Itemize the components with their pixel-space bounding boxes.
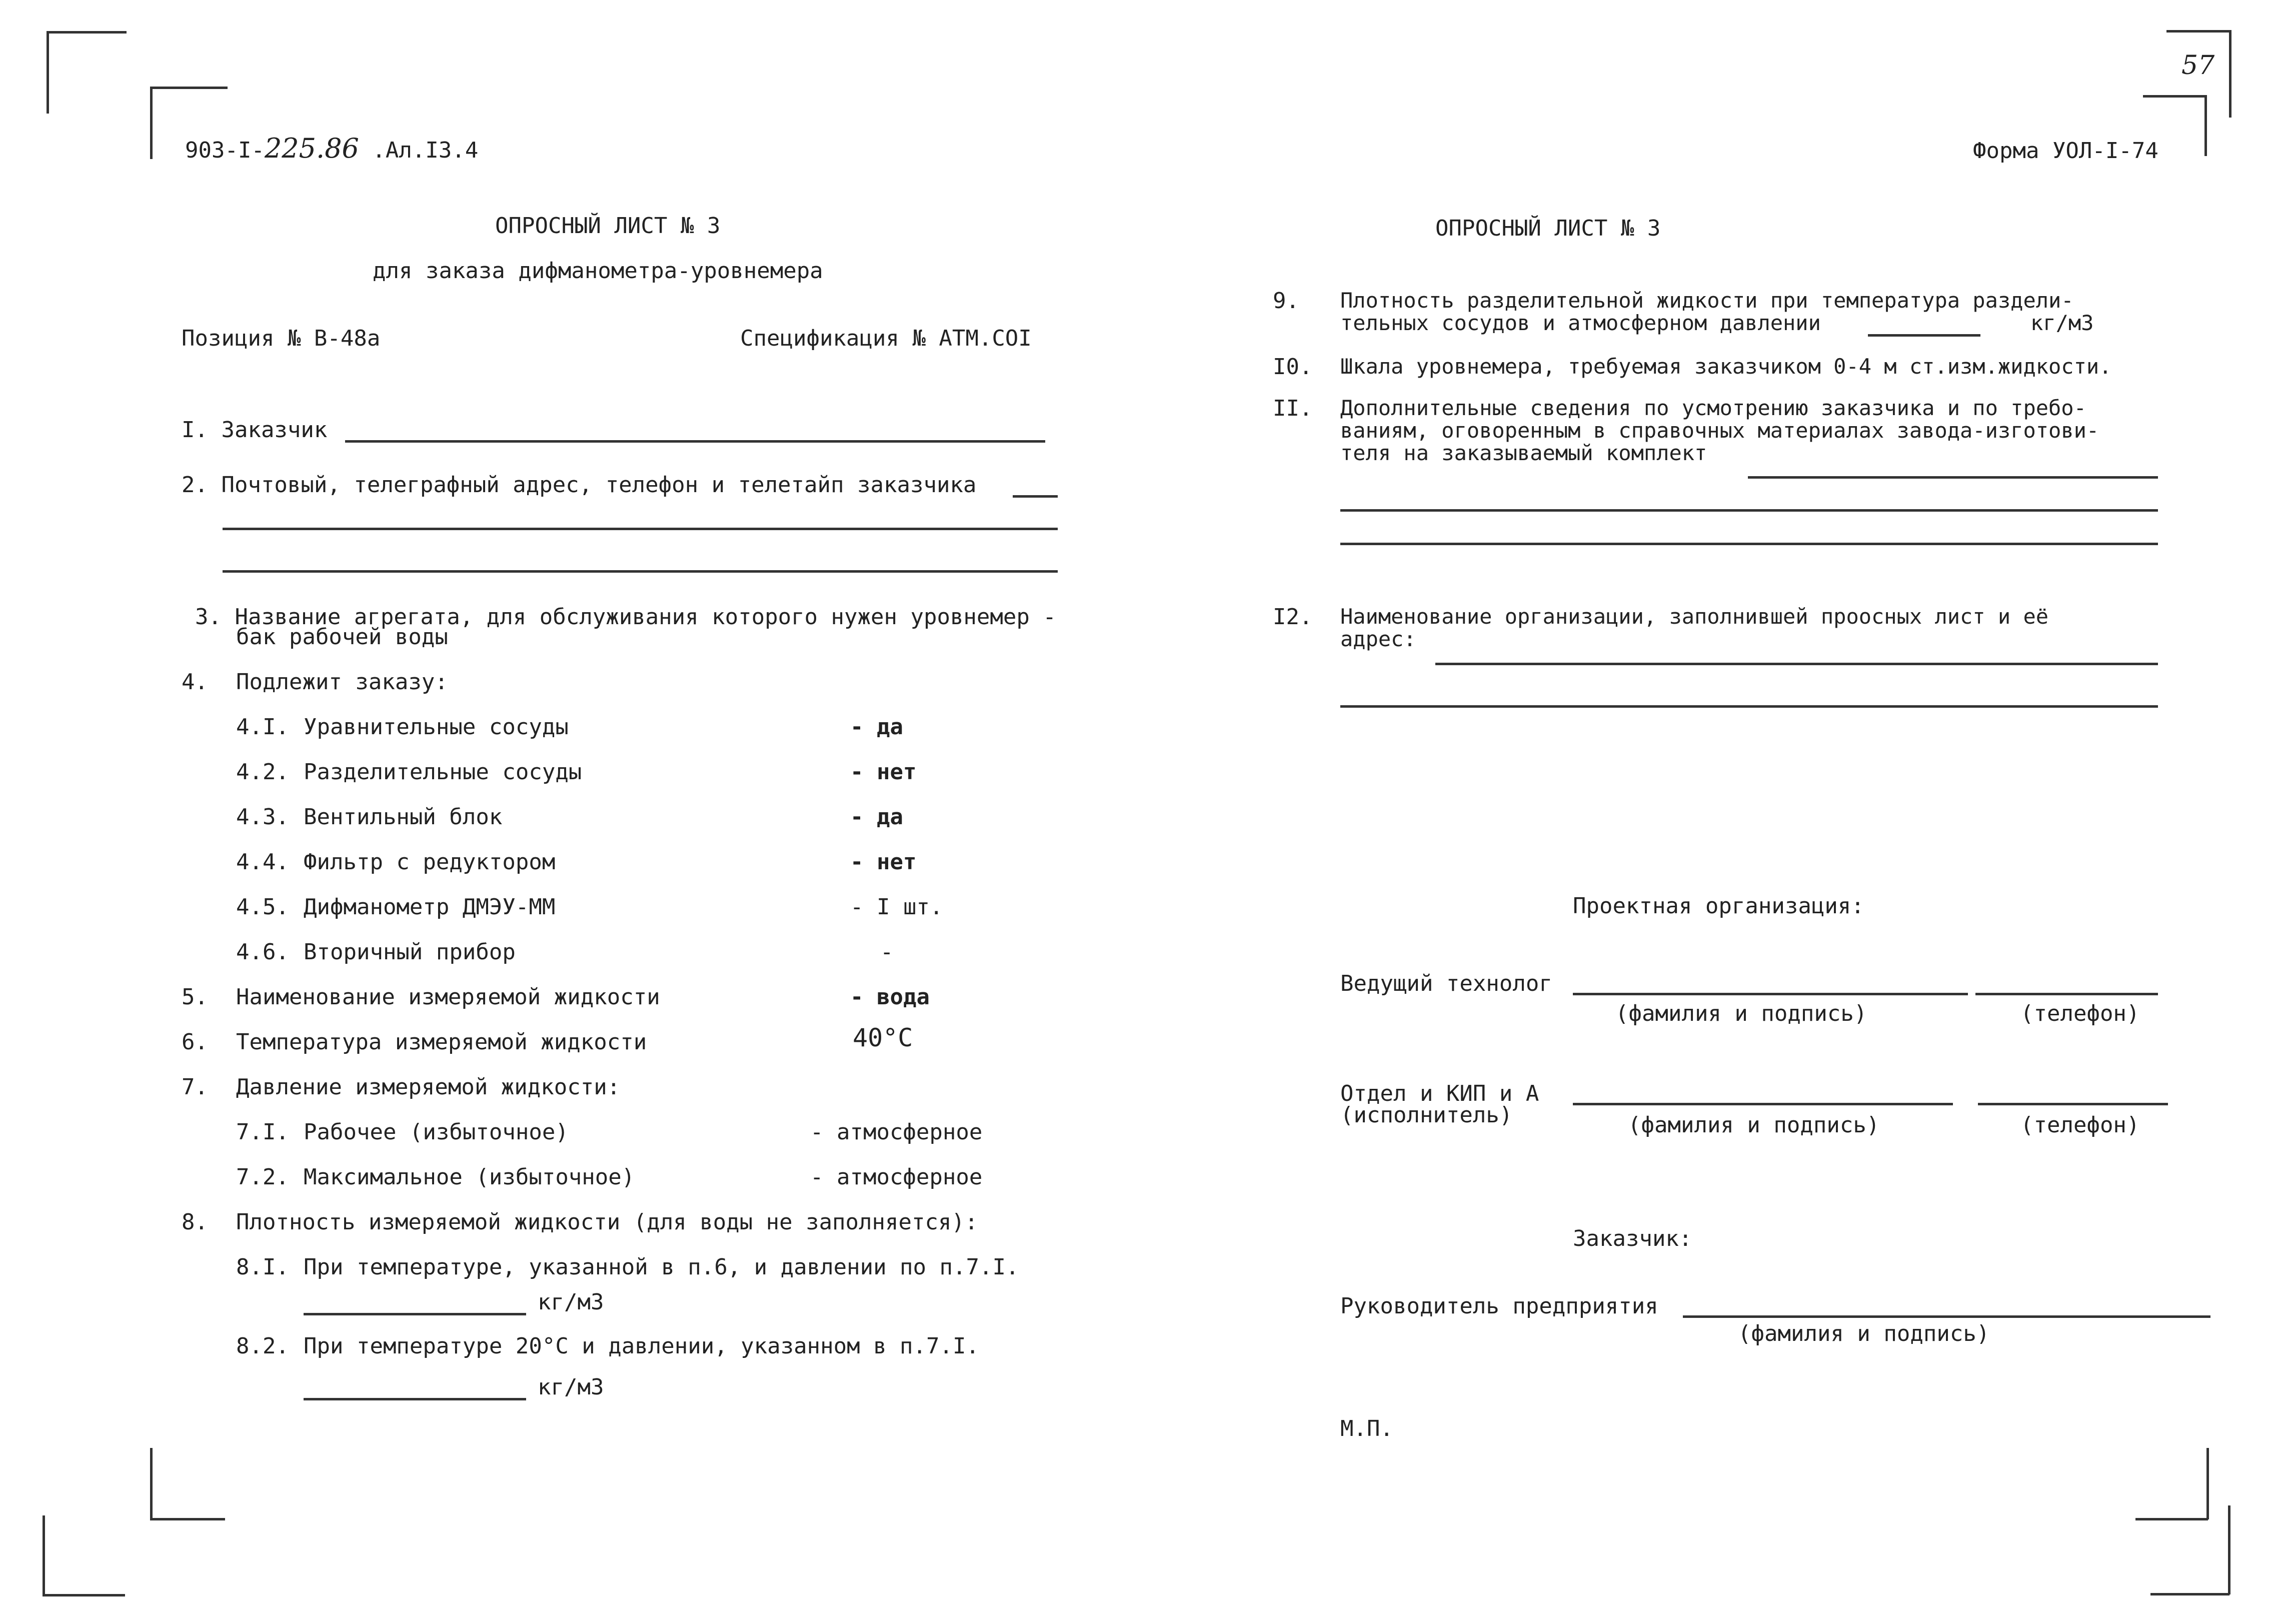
item-org-num: I2. xyxy=(1273,604,1313,630)
corner-mark xyxy=(2228,1505,2230,1594)
item-liquid-num: 5. xyxy=(182,984,208,1010)
corner-mark xyxy=(2150,1593,2229,1595)
corner-mark xyxy=(2143,95,2205,98)
corner-mark xyxy=(150,1448,153,1519)
list-item-num: 4.4. xyxy=(236,849,289,875)
customer-heading: Заказчик: xyxy=(1573,1226,1692,1251)
corner-mark xyxy=(47,31,49,114)
manager-name-caption: (фамилия и подпись) xyxy=(1738,1321,1990,1346)
list-item-num: 4.6. xyxy=(236,939,289,965)
address-field-3[interactable] xyxy=(223,570,1058,573)
right-title: ОПРОСНЫЙ ЛИСТ № 3 xyxy=(1435,216,1661,241)
item-temperature-value: 40°C xyxy=(853,1023,913,1052)
item-density-num: 8. xyxy=(182,1209,208,1235)
extra-field-3[interactable] xyxy=(1340,543,2158,545)
item-aggregate: 3. Название агрегата, для обслуживания которого нужен уровнемер - xyxy=(195,604,1056,630)
extra-field-1[interactable] xyxy=(1748,476,2158,479)
list-item-num: 4.3. xyxy=(236,804,289,830)
left-subtitle: для заказа дифманометра-уровнемера xyxy=(373,258,823,284)
document-code-handwritten: 225.86 xyxy=(264,133,359,164)
item-liquid-label: Наименование измеряемой жидкости xyxy=(236,984,660,1010)
list-item-value: - атмосферное xyxy=(810,1119,983,1145)
list-item-value: - нет xyxy=(850,849,917,875)
item-extra-line2: ваниям, оговоренным в справочных материалах завода-изготови- xyxy=(1340,418,2099,443)
item-customer: I. Заказчик xyxy=(182,417,328,443)
corner-mark xyxy=(150,87,228,89)
dept-phone-field[interactable] xyxy=(1978,1103,2168,1105)
list-item-num: 7.I. xyxy=(236,1119,289,1145)
item-order-label: Подлежит заказу: xyxy=(236,669,448,695)
list-item-value: - xyxy=(880,939,894,965)
item-liquid-value: - вода xyxy=(850,984,930,1010)
item-density-8-1-label: При температуре, указанной в п.6, и давлении по п.7.I. xyxy=(304,1254,1019,1280)
corner-mark xyxy=(2166,30,2230,33)
density-8-2-unit: кг/м3 xyxy=(538,1374,604,1400)
item-scale-label: Шкала уровнемера, требуемая заказчиком 0-4 м ст.изм.жидкости. xyxy=(1340,354,2112,379)
address-field[interactable] xyxy=(1013,495,1058,498)
density-8-2-field[interactable] xyxy=(304,1398,526,1400)
corner-mark xyxy=(47,31,127,34)
document-code-suffix: .Ал.I3.4 xyxy=(372,138,479,163)
customer-field[interactable] xyxy=(345,440,1045,443)
lead-tech-phone-field[interactable] xyxy=(1975,993,2158,995)
dept-signature-field[interactable] xyxy=(1573,1103,1953,1105)
dept-name-caption: (фамилия и подпись) xyxy=(1628,1112,1880,1138)
corner-mark xyxy=(2206,1448,2209,1519)
item-scale-num: I0. xyxy=(1273,354,1313,380)
org-field-2[interactable] xyxy=(1340,705,2158,708)
item-address: 2. Почтовый, телеграфный адрес, телефон и телетайп заказчика xyxy=(182,472,977,498)
item-sep-density-num: 9. xyxy=(1273,288,1299,314)
list-item-value: - да xyxy=(850,714,903,740)
page-number: 57 xyxy=(2181,51,2215,81)
list-item-num: 4.I. xyxy=(236,714,289,740)
item-pressure-label: Давление измеряемой жидкости: xyxy=(236,1074,621,1100)
list-item-value: - атмосферное xyxy=(810,1164,983,1190)
item-extra-num: II. xyxy=(1273,396,1313,421)
corner-mark xyxy=(2229,30,2231,118)
list-item-label: Разделительные сосуды xyxy=(304,759,582,785)
corner-mark xyxy=(2135,1518,2208,1520)
item-pressure-num: 7. xyxy=(182,1074,208,1100)
stamp-place: М.П. xyxy=(1340,1416,1393,1441)
lead-tech-phone-caption: (телефон) xyxy=(2020,1001,2140,1026)
density-8-1-unit: кг/м3 xyxy=(538,1289,604,1315)
item-aggregate-line2: бак рабочей воды xyxy=(236,624,448,650)
position-number: Позиция № В-48а xyxy=(182,326,381,351)
list-item-label: Вентильный блок xyxy=(304,804,503,830)
dept-label-2: (исполнитель) xyxy=(1340,1102,1513,1128)
corner-mark xyxy=(150,1518,225,1520)
manager-signature-field[interactable] xyxy=(1683,1315,2210,1318)
list-item-value: - нет xyxy=(850,759,917,785)
item-extra-line1: Дополнительные сведения по усмотрению заказчика и по требо- xyxy=(1340,396,2086,420)
lead-tech-signature-field[interactable] xyxy=(1573,993,1968,995)
item-org-line2: адрес: xyxy=(1340,627,1416,651)
item-temperature-label: Температура измеряемой жидкости xyxy=(236,1029,647,1055)
list-item-num: 4.2. xyxy=(236,759,289,785)
list-item-value: - I шт. xyxy=(850,894,943,920)
document-code-prefix: 903-I- xyxy=(185,138,265,163)
list-item-value: - да xyxy=(850,804,903,830)
design-org-heading: Проектная организация: xyxy=(1573,893,1864,919)
org-field-1[interactable] xyxy=(1435,663,2158,665)
lead-tech-name-caption: (фамилия и подпись) xyxy=(1615,1001,1867,1026)
item-density-label: Плотность измеряемой жидкости (для воды не заполняется): xyxy=(236,1209,978,1235)
corner-mark xyxy=(150,87,153,159)
list-item-label: Уравнительные сосуды xyxy=(304,714,569,740)
corner-mark xyxy=(2204,95,2207,156)
address-field-2[interactable] xyxy=(223,528,1058,530)
lead-technologist-label: Ведущий технолог xyxy=(1340,971,1552,996)
manager-label: Руководитель предприятия xyxy=(1340,1293,1658,1319)
item-density-8-2-label: При температуре 20°C и давлении, указанном в п.7.I. xyxy=(304,1333,980,1359)
item-extra-line3: теля на заказываемый комплект xyxy=(1340,441,1707,465)
sep-density-field[interactable] xyxy=(1868,334,1980,337)
corner-mark xyxy=(43,1594,125,1596)
item-density-8-2-num: 8.2. xyxy=(236,1333,289,1359)
form-name: Форма УОЛ-I-74 xyxy=(1973,138,2158,164)
item-temperature-num: 6. xyxy=(182,1029,208,1055)
extra-field-2[interactable] xyxy=(1340,509,2158,512)
dept-label: Отдел и КИП и А xyxy=(1340,1081,1539,1106)
corner-mark xyxy=(43,1515,45,1595)
list-item-num: 4.5. xyxy=(236,894,289,920)
list-item-label: Максимальное (избыточное) xyxy=(304,1164,635,1190)
document-code xyxy=(185,135,478,162)
left-title: ОПРОСНЫЙ ЛИСТ № 3 xyxy=(495,213,721,239)
list-item-label: Вторичный прибор xyxy=(304,939,516,965)
list-item-label: Дифманометр ДМЭУ-ММ xyxy=(304,894,556,920)
item-sep-density-line1: Плотность разделительной жидкости при температура раздели- xyxy=(1340,288,2074,313)
sep-density-unit: кг/м3 xyxy=(2030,311,2094,335)
list-item-label: Рабочее (избыточное) xyxy=(304,1119,569,1145)
item-order-num: 4. xyxy=(182,669,208,695)
list-item-label: Фильтр с редуктором xyxy=(304,849,556,875)
dept-phone-caption: (телефон) xyxy=(2020,1112,2140,1138)
item-density-8-1-num: 8.I. xyxy=(236,1254,289,1280)
density-8-1-field[interactable] xyxy=(304,1313,526,1315)
specification-number: Спецификация № АТМ.СОI xyxy=(740,326,1032,351)
item-org-line1: Наименование организации, заполнившей проосных лист и её xyxy=(1340,604,2049,629)
list-item-num: 7.2. xyxy=(236,1164,289,1190)
item-sep-density-line2: тельных сосудов и атмосферном давлении xyxy=(1340,311,1821,335)
